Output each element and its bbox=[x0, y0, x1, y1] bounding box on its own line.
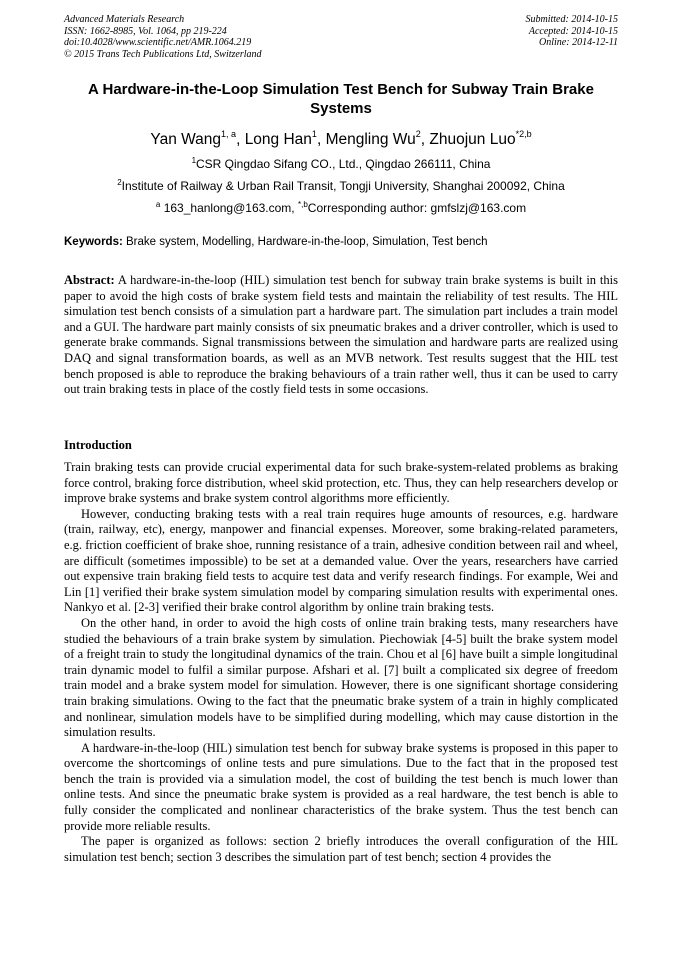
author-list: Yan Wang$^{1, a}$, Long Han$^1$, Mengling Wu$^2$, Zhuojun Luo$^{*2,b}$ bbox=[150, 129, 532, 148]
keywords-label: Keywords: bbox=[64, 236, 123, 248]
author-affiliation-mark: 1, a bbox=[221, 129, 237, 139]
journal-issn: ISSN: 1662-8985, Vol. 1064, pp 219-224 bbox=[64, 25, 227, 37]
author-name: Yan Wang bbox=[150, 131, 222, 148]
affiliation-1 bbox=[64, 157, 618, 172]
email-address: 163_hanlong@163.com, bbox=[160, 201, 298, 215]
abstract bbox=[64, 273, 618, 398]
date-online: Online: 2014-12-11 bbox=[539, 37, 618, 48]
author-name: Mengling Wu bbox=[325, 131, 416, 148]
journal-name: Advanced Materials Research bbox=[64, 14, 185, 25]
email-mark: *,b bbox=[297, 200, 308, 209]
keywords-text: Brake system, Modelling, Hardware-in-the-loop, Simulation, Test bench bbox=[122, 236, 488, 248]
paragraph: A hardware-in-the-loop (HIL) simulation test bench for subway brake systems is proposed in this paper to overcome the shortcomings of online tests and pure simulations. Due to the fact that in the proposed test bench the train is provided via a simulation model, the cost of building the test bench is much lower than online tests. And since the pneumatic brake system is provided as a real hardware, the test bench is able to fully consider the complicated and nonlinear characteristics of the brake system. Thus the test bench can provide more reliable results. bbox=[64, 740, 618, 833]
paragraph: On the other hand, in order to avoid the high costs of online train braking tests, many researchers have studied the behaviours of a train brake system by simulation. Piechowiak [4-5] built the brake system model of a freight train to study the longitudinal dynamics of the train. Chou et al [6] have built a simple longitudinal train dynamic model to fulfil a similar purpose. Afshari et al. [7] built a complicated six degree of freedom train model and a brake system model for simulation. However, there is one significant shortage considering train braking simulations. Owing to the fact that the pneumatic brake system of a train in highly complicated and nonlinear, simulation models have to be simplified during modelling, which may cause distortion in the simulation results. bbox=[64, 615, 618, 740]
publication-dates bbox=[526, 14, 619, 49]
date-submitted: Submitted: 2014-10-15 bbox=[525, 14, 618, 25]
affiliation-mark: 1 bbox=[191, 156, 197, 165]
journal-copyright: © 2015 Trans Tech Publications Ltd, Switzerland bbox=[64, 48, 262, 60]
date-accepted: Accepted: 2014-10-15 bbox=[528, 25, 618, 37]
paragraph: The paper is organized as follows: section 2 briefly introduces the overall configuration of the HIL simulation test bench; section 3 describes the simulation part of test bench; section 4 provides the bbox=[64, 834, 618, 864]
affiliation-2 bbox=[64, 179, 618, 194]
author-name: Long Han bbox=[244, 131, 312, 148]
section-heading-introduction: Introduction bbox=[64, 438, 132, 452]
author-emails bbox=[64, 201, 618, 216]
journal-info bbox=[64, 14, 262, 60]
author-name: Zhuojun Luo bbox=[429, 131, 516, 148]
abstract-text: A hardware-in-the-loop (HIL) simulation test bench for subway train brake systems is built in this paper to avoid the high costs of brake system field tests and maintain the reliability of test results. The HIL simulation test bench consists of a simulation part a hardware part. The simulation part includes a train model and a GUI. The hardware part mainly consists of six pneumatic brakes and a driver controller, which is used to generate brake commands. Signal transmissions between the simulation and hardware parts are realized using DAQ and signal transformation boards, as well as an MVB network. Test results suggest that the HIL test bench proposed is able to reproduce the braking behaviours of a train rather well, thus it can be used to carry out train braking tests in place of the costly field tests in some occasions. bbox=[64, 273, 618, 397]
journal-header bbox=[64, 14, 618, 60]
keywords bbox=[64, 235, 618, 250]
paper-title: A Hardware-in-the-Loop Simulation Test Bench for Subway Train Brake Systems bbox=[88, 81, 594, 117]
email-mark: a bbox=[155, 200, 161, 209]
author-affiliation-mark: *2,b bbox=[515, 129, 532, 139]
paragraph: Train braking tests can provide crucial experimental data for such brake-system-related problems as braking force control, braking force distribution, wheel skid protection, etc. Thus, they can help researchers develop or improve brake systems and brake system control algorithms more efficiently. bbox=[64, 460, 618, 506]
introduction-body bbox=[64, 460, 618, 865]
author-affiliation-mark: 2 bbox=[415, 129, 421, 139]
affiliation-text: Institute of Railway & Urban Rail Transit, Tongji University, Shanghai 200092, China bbox=[121, 179, 565, 193]
journal-doi: doi:10.4028/www.scientific.net/AMR.1064.219 bbox=[64, 37, 252, 48]
corresponding-author-email: Corresponding author: gmfslzj@163.com bbox=[307, 201, 527, 215]
paragraph: However, conducting braking tests with a real train requires huge amounts of resources, e.g. hardware (train, railway, etc), energy, manpower and financial expenses. Moreover, some braking-related parameters, e.g. friction coefficient of brake shoe, running resistance of a train, adhesive condition between rail and wheel, are difficult (sometimes impossible) to be set at a demanded value. Over the years, researchers have carried out expensive train braking field tests to acquire test data and verify research findings. For example, Wei and Lin [1] verified their brake system simulation model by comparing simulation results with experimental ones. Nankyo et al. [2-3] verified their brake control algorithm by online train braking tests. bbox=[64, 506, 618, 615]
affiliation-text: CSR Qingdao Sifang CO., Ltd., Qingdao 266111, China bbox=[196, 157, 491, 171]
author-affiliation-mark: 1 bbox=[311, 129, 317, 139]
affiliation-mark: 2 bbox=[117, 178, 122, 187]
abstract-label: Abstract: bbox=[64, 273, 115, 287]
